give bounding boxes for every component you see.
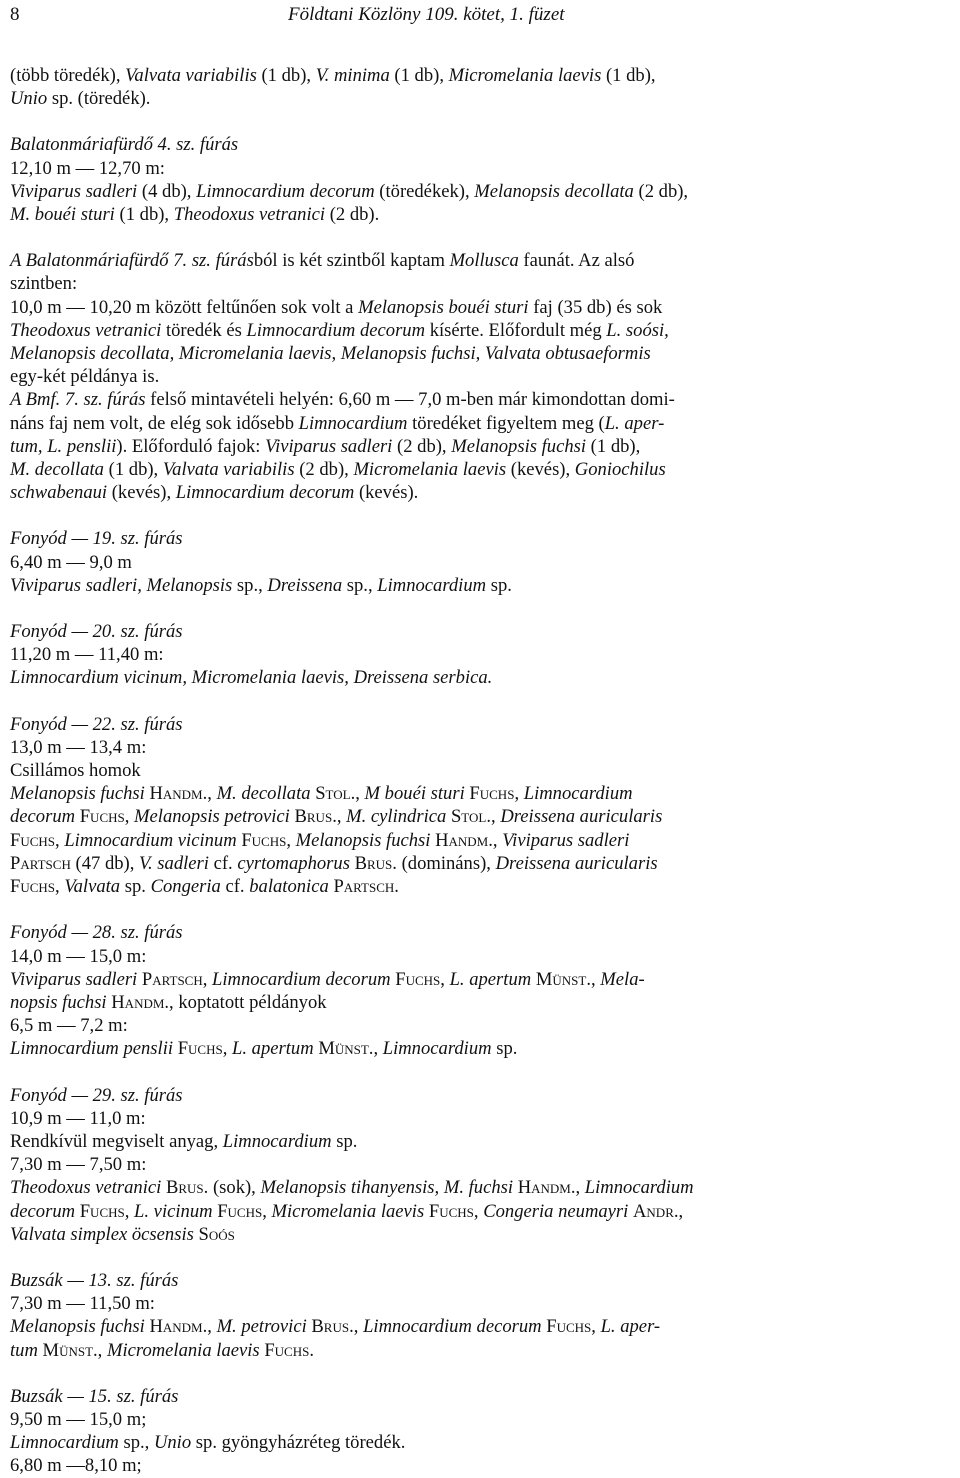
text-line (10, 620, 954, 643)
text-line (10, 1176, 954, 1199)
text-line (10, 945, 954, 968)
text-segment: (1 db), (586, 435, 641, 457)
text-line (10, 1408, 954, 1431)
text-segment: faunát. Az alsó (518, 250, 635, 272)
text-segment: cf. (208, 852, 238, 874)
block-gap (10, 1246, 954, 1269)
taxon-name: Melanopsis fuchsi (295, 829, 431, 851)
taxon-name: Dreissena (267, 574, 343, 596)
text-segment: 6,80 m —8,10 m; (10, 1455, 142, 1477)
journal-title: Földtani Közlöny 109. kötet, 1. füzet (288, 4, 565, 25)
author-name: Brus (354, 852, 393, 874)
author-name: Fuchs (241, 829, 287, 851)
running-header (10, 4, 954, 32)
taxon-name: Limnocardium (382, 1038, 492, 1060)
text-segment: , (473, 1200, 484, 1222)
text-line (10, 759, 954, 782)
text-line (10, 921, 954, 944)
text-segment: 6,40 m — 9,0 m (10, 551, 132, 573)
text-segment: sp. (486, 574, 512, 596)
block-gap (10, 597, 954, 620)
text-line (10, 643, 954, 666)
text-segment: (1 db), (256, 65, 316, 86)
taxon-name: Viviparus sadleri, Melanopsis (10, 574, 233, 596)
taxon-name: Goniochilus (574, 459, 666, 481)
text-segment: 7,30 m — 7,50 m: (10, 1154, 147, 1176)
author-name: Partsch (10, 852, 71, 874)
author-name: Handm (149, 783, 203, 805)
taxon-name: V. minima (315, 65, 390, 86)
text-line (10, 1084, 954, 1107)
block-gap (10, 1362, 954, 1385)
author-name: Münst (318, 1038, 369, 1060)
text-segment: (töredékek), (374, 180, 475, 202)
taxon-name: Melanopsis tihanyensis, M. fuchsi (260, 1177, 514, 1199)
text-segment: , (124, 1200, 135, 1222)
author-name: Brus (294, 806, 333, 828)
text-segment: 13,0 m — 13,4 m: (10, 736, 147, 758)
taxon-name: Melanopsis fuchsi (10, 1316, 145, 1338)
author-name: Fuchs (264, 1339, 310, 1361)
taxon-name: L. aper- (600, 1316, 661, 1338)
taxon-name: Theodoxus vetranici (10, 1177, 162, 1199)
text-line (10, 968, 954, 991)
text-segment: sp. (331, 1130, 358, 1152)
text-segment: ., (586, 968, 601, 990)
block-gap (10, 226, 954, 249)
author-name: Stol (450, 806, 487, 828)
taxon-name: M. petrovici (216, 1316, 307, 1338)
text-segment: , (262, 1200, 272, 1222)
taxon-name: Theodoxus vetranici (173, 204, 326, 226)
text-segment: 9,50 m — 15,0 m; (10, 1408, 147, 1430)
author-name: Partsch (141, 968, 203, 990)
text-segment: ., (93, 1339, 107, 1361)
text-segment: ., (350, 783, 365, 805)
author-name: Fuchs (177, 1038, 223, 1060)
text-segment: 12,10 m — 12,70 m: (10, 157, 165, 179)
text-segment: (több töredék), (10, 65, 126, 86)
text-segment: ., koptatott példányok (164, 991, 327, 1013)
taxon-name: Micromelania laevis (353, 459, 507, 481)
text-segment: (2 db), (633, 180, 689, 202)
taxon-name: Balatonmáriafürdő 4. sz. fúrás (10, 134, 239, 156)
text-line (10, 666, 954, 689)
taxon-name: Mela- (600, 968, 645, 990)
taxon-name: Melanopsis decollata, Micromelania laevis, Melanopsis fuchsi, Valvata obtusaeformis (10, 343, 651, 365)
block-gap (10, 110, 954, 133)
text-line (10, 1153, 954, 1176)
text-segment: , (286, 829, 296, 851)
author-name: Fuchs (469, 783, 515, 805)
author-name: Fuchs (10, 829, 56, 851)
taxon-name: Viviparus sadleri (10, 968, 138, 990)
taxon-name: Micromelania laevis (448, 65, 602, 86)
text-segment: ., (202, 783, 217, 805)
taxon-name: Congeria (150, 876, 221, 898)
text-line (10, 1339, 954, 1362)
taxon-name: A Balatonmáriafürdő 7. sz. fúrás (10, 250, 254, 272)
text-line (10, 1431, 954, 1454)
article-body (10, 64, 954, 1478)
text-segment: (2 db), (294, 459, 354, 481)
text-segment: töredék és (161, 319, 247, 341)
text-segment: ., (332, 806, 347, 828)
text-segment: , (440, 968, 450, 990)
text-line (10, 1385, 954, 1408)
taxon-name: decorum (10, 1200, 76, 1222)
taxon-name: tum, L. penslii (10, 435, 117, 457)
taxon-name: L. apertum (449, 968, 532, 990)
text-line (10, 1223, 954, 1246)
taxon-name: Dreissena auricularis (500, 806, 663, 828)
text-segment: (1 db), (114, 204, 174, 226)
taxon-name: M. bouéi sturi (10, 204, 115, 226)
text-segment: ., (488, 829, 503, 851)
text-segment: sp. (töredék). (47, 88, 151, 110)
text-line (10, 1269, 954, 1292)
taxon-name: Unio (153, 1432, 192, 1454)
author-name: Brus (165, 1177, 204, 1199)
taxon-name: Melanopsis bouéi sturi (358, 296, 529, 318)
author-name: Fuchs (79, 806, 125, 828)
text-segment: , (514, 783, 524, 805)
text-segment: . (309, 1339, 315, 1361)
taxon-name: Buzsák — 13. sz. fúrás (10, 1269, 179, 1291)
text-segment: (47 db), (70, 852, 140, 874)
taxon-name: Mollusca (449, 250, 519, 272)
block-gap (10, 690, 954, 713)
text-line (10, 805, 954, 828)
taxon-name: L. aper- (604, 412, 665, 434)
taxon-name: Limnocardium vicinum (64, 829, 237, 851)
text-line (10, 551, 954, 574)
block-gap (10, 1061, 954, 1084)
text-segment: felső mintavételi helyén: 6,60 m — 7,0 m-ben már kimondottan domi- (145, 389, 675, 411)
text-segment: (kevés), (107, 482, 176, 504)
text-line (10, 875, 954, 898)
text-segment: ból is két szintből kaptam (253, 250, 450, 272)
taxon-name: Limnocardium (222, 1130, 332, 1152)
author-name: Fuchs (395, 968, 441, 990)
text-segment: (4 db), (137, 180, 197, 202)
text-segment: , (124, 806, 135, 828)
text-line (10, 1107, 954, 1130)
text-line (10, 1014, 954, 1037)
text-segment: (1 db), (601, 65, 656, 86)
text-line (10, 296, 954, 319)
text-line (10, 991, 954, 1014)
taxon-name: L. apertum (232, 1038, 314, 1060)
text-segment: 7,30 m — 11,50 m: (10, 1293, 155, 1315)
text-segment: töredéket figyeltem meg ( (407, 412, 605, 434)
text-segment: 10,0 m — 10,20 m között feltűnően sok volt a (10, 296, 359, 318)
text-line (10, 527, 954, 550)
text-segment: ., (486, 806, 501, 828)
text-line (10, 249, 954, 272)
text-line (10, 180, 954, 203)
taxon-name: Limnocardium decorum (196, 180, 375, 202)
taxon-name: L. soósi, (606, 319, 669, 341)
taxon-name: cyrtomaphorus (237, 852, 350, 874)
text-line (10, 388, 954, 411)
text-segment: (kevés). (354, 482, 419, 504)
taxon-name: Limnocardium penslii (10, 1038, 174, 1060)
taxon-name: Viviparus sadleri (502, 829, 630, 851)
text-segment: ). Előforduló fajok: (116, 435, 266, 457)
text-line (10, 1292, 954, 1315)
taxon-name: Limnocardium (584, 1177, 694, 1199)
block-gap (10, 898, 954, 921)
taxon-name: Congeria neumayri (483, 1200, 629, 1222)
page-number: 8 (10, 4, 20, 25)
text-segment: ., (202, 1316, 217, 1338)
author-name: Handm (517, 1177, 571, 1199)
taxon-name: nopsis fuchsi (10, 991, 107, 1013)
taxon-name: balatonica (249, 876, 329, 898)
text-line (10, 272, 954, 295)
text-segment: (1 db), (389, 65, 449, 86)
text-line (10, 782, 954, 805)
text-segment: sp., (232, 574, 268, 596)
author-name: Andr (632, 1200, 674, 1222)
text-segment: sp., (118, 1432, 154, 1454)
text-line (10, 1130, 954, 1153)
taxon-name: Valvata simplex öcsensis (10, 1223, 194, 1245)
text-line (10, 87, 954, 110)
taxon-name: decorum (10, 806, 76, 828)
taxon-name: M bouéi sturi (364, 783, 465, 805)
text-segment: . (sok), (203, 1177, 261, 1199)
text-segment: Csillámos homok (10, 760, 141, 782)
taxon-name: Theodoxus vetranici (10, 319, 162, 341)
text-segment: 6,5 m — 7,2 m: (10, 1015, 128, 1037)
taxon-name: Limnocardium (377, 574, 487, 596)
author-name: Handm (111, 991, 165, 1013)
taxon-name: Melanopsis petrovici (134, 806, 290, 828)
text-line (10, 435, 954, 458)
author-name: Soós (198, 1223, 235, 1245)
text-segment: sp. gyöngyházréteg töredék. (191, 1432, 406, 1454)
text-line (10, 1200, 954, 1223)
author-name: Fuchs (79, 1200, 125, 1222)
text-segment: 14,0 m — 15,0 m: (10, 945, 147, 967)
taxon-name: M. decollata (216, 783, 311, 805)
block-gap (10, 504, 954, 527)
text-segment: ., (673, 1200, 684, 1222)
taxon-name: Dreissena auricularis (495, 852, 658, 874)
taxon-name: Fonyód — 29. sz. fúrás (10, 1084, 183, 1106)
taxon-name: Fonyód — 28. sz. fúrás (10, 922, 183, 944)
text-segment: szintben: (10, 273, 78, 295)
text-line (10, 736, 954, 759)
taxon-name: M. decollata (10, 459, 104, 481)
text-segment: sp., (342, 574, 378, 596)
taxon-name: Micromelania laevis (106, 1339, 260, 1361)
text-segment: cf. (220, 876, 250, 898)
text-line (10, 1454, 954, 1477)
author-name: Münst (42, 1339, 94, 1361)
taxon-name: Fonyód — 20. sz. fúrás (10, 621, 183, 643)
text-line (10, 64, 954, 87)
text-line (10, 458, 954, 481)
taxon-name: Limnocardium (10, 1432, 119, 1454)
taxon-name: M. cylindrica (346, 806, 447, 828)
text-line (10, 481, 954, 504)
taxon-name: Melanopsis decollata (474, 180, 634, 202)
text-line (10, 1315, 954, 1338)
taxon-name: Unio (10, 88, 48, 110)
text-segment: (2 db), (392, 435, 452, 457)
text-line (10, 1037, 954, 1060)
taxon-name: Valvata (64, 876, 121, 898)
text-segment: ., (349, 1316, 364, 1338)
taxon-name: Valvata variabilis (125, 65, 257, 86)
text-segment: . (domináns), (392, 852, 496, 874)
taxon-name: Valvata variabilis (162, 459, 295, 481)
text-segment: faj (35 db) és sok (528, 296, 663, 318)
text-segment: , (202, 968, 213, 990)
text-segment: sp. (491, 1038, 518, 1060)
text-segment: ., (570, 1177, 585, 1199)
text-segment: (2 db). (325, 204, 380, 226)
text-segment: (1 db), (103, 459, 163, 481)
taxon-name: Limnocardium decorum (246, 319, 426, 341)
text-segment: kísérte. Előfordult még (425, 319, 607, 341)
author-name: Stol (315, 783, 351, 805)
text-line (10, 319, 954, 342)
text-segment: 11,20 m — 11,40 m: (10, 644, 164, 666)
text-segment: ., (368, 1038, 383, 1060)
taxon-name: tum (10, 1339, 38, 1361)
text-line (10, 342, 954, 365)
taxon-name: Buzsák — 15. sz. fúrás (10, 1385, 179, 1407)
author-name: Fuchs (217, 1200, 263, 1222)
text-segment: , (222, 1038, 233, 1060)
text-segment: Rendkívül megviselt anyag, (10, 1130, 223, 1152)
taxon-name: L. vicinum (134, 1200, 213, 1222)
author-name: Handm (435, 829, 489, 851)
text-segment: sp. (120, 876, 151, 898)
author-name: Fuchs (546, 1316, 592, 1338)
taxon-name: Fonyód — 19. sz. fúrás (10, 528, 183, 550)
text-line (10, 203, 954, 226)
text-line (10, 852, 954, 875)
text-line (10, 365, 954, 388)
taxon-name: A Bmf. 7. sz. fúrás (10, 389, 146, 411)
text-segment: (kevés), (506, 459, 575, 481)
author-name: Brus (311, 1316, 350, 1338)
text-line (10, 829, 954, 852)
taxon-name: Fonyód — 22. sz. fúrás (10, 713, 183, 735)
text-line (10, 412, 954, 435)
text-segment: egy-két példánya is. (10, 366, 160, 388)
text-segment: , (55, 829, 65, 851)
author-name: Fuchs (10, 876, 56, 898)
taxon-name: Limnocardium decorum (175, 482, 355, 504)
author-name: Fuchs (428, 1200, 474, 1222)
taxon-name: schwabenaui (10, 482, 108, 504)
text-segment: 10,9 m — 11,0 m: (10, 1107, 146, 1129)
text-segment: náns faj nem volt, de elég sok idősebb (10, 412, 299, 434)
taxon-name: Micromelania laevis (271, 1200, 425, 1222)
text-segment: , (55, 876, 65, 898)
text-line (10, 157, 954, 180)
author-name: Münst (535, 968, 587, 990)
taxon-name: Melanopsis fuchsi (10, 783, 145, 805)
text-segment: . (394, 876, 399, 898)
taxon-name: Limnocardium vicinum, Micromelania laevis, Dreissena serbica. (10, 667, 493, 689)
text-line (10, 713, 954, 736)
text-segment: , (591, 1316, 601, 1338)
taxon-name: Limnocardium decorum (212, 968, 391, 990)
taxon-name: Limnocardium (298, 412, 408, 434)
author-name: Handm (149, 1316, 203, 1338)
taxon-name: V. sadleri (139, 852, 209, 874)
taxon-name: Viviparus sadleri (265, 435, 393, 457)
taxon-name: Viviparus sadleri (10, 180, 138, 202)
text-line (10, 574, 954, 597)
taxon-name: Limnocardium (523, 783, 633, 805)
text-line (10, 133, 954, 156)
author-name: Partsch (333, 876, 395, 898)
taxon-name: Melanopsis fuchsi (451, 435, 587, 457)
taxon-name: Limnocardium decorum (363, 1316, 542, 1338)
